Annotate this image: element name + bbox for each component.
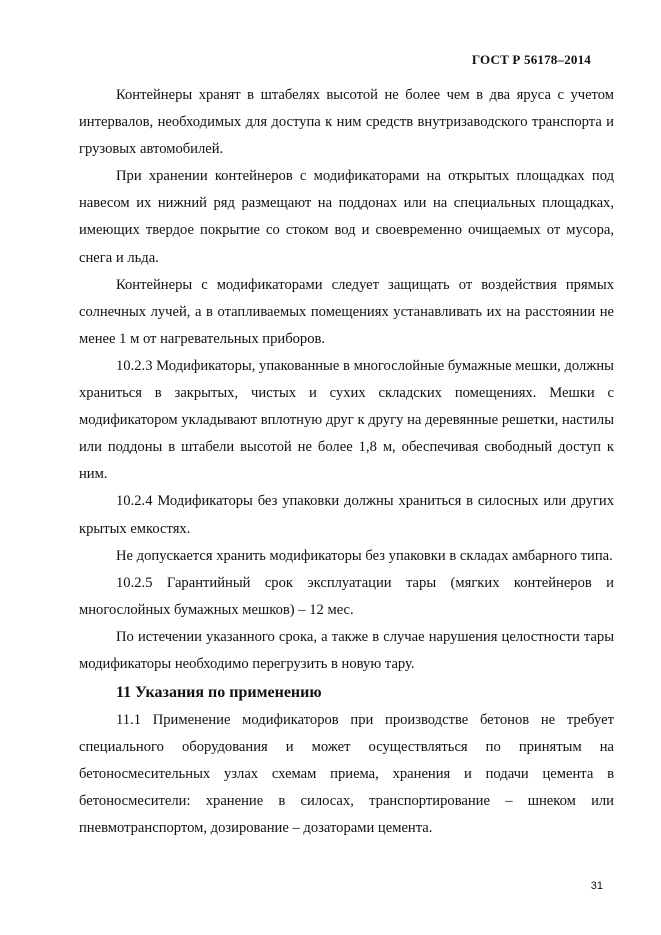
page-number: 31 xyxy=(590,880,603,892)
paragraph: 10.2.4 Модификаторы без упаковки должны храниться в силосных или других крытых емкостях. xyxy=(79,493,614,537)
paragraph: Контейнеры хранят в штабелях высотой не более чем в два яруса с учетом интервалов, необходимых для доступа к ним средств внутризаводского транспорта и грузовых автомобилей. xyxy=(79,87,614,158)
paragraph: По истечении указанного срока, а также в случае нарушения целостности тары модификаторы необходимо перегрузить в новую тару. xyxy=(79,628,614,672)
paragraph: 10.2.3 Модификаторы, упакованные в многослойные бумажные мешки, должны храниться в закрытых, чистых и сухих складских помещениях. Мешки с модификатором укладывают вплотную друг к другу на деревянные решетки, настилы или поддоны в штабели высотой не более 1,8 м, обеспечивая свободный доступ к ним. xyxy=(79,357,614,483)
paragraph: Контейнеры с модификаторами следует защищать от воздействия прямых солнечных лучей, а в отапливаемых помещениях устанавливать их на расстоянии не менее 1 м от нагревательных приборов. xyxy=(79,276,614,347)
section-heading: 11 Указания по применению xyxy=(116,684,322,702)
document-body xyxy=(79,82,614,843)
paragraph: 11.1 Применение модификаторов при производстве бетонов не требует специального оборудования и может осуществляться по принятым на бетоносмесительных узлах схемам приема, хранения и подачи цемента в бетоносмесители: хранение в силосах, транспортирование – шнеком или пневмотранспортом, дозирование – дозаторами цемента. xyxy=(79,712,614,837)
paragraph: Не допускается хранить модификаторы без упаковки в складах амбарного типа. xyxy=(116,547,613,564)
document-header: ГОСТ Р 56178–2014 xyxy=(471,52,591,67)
paragraph: 10.2.5 Гарантийный срок эксплуатации тары (мягких контейнеров и многослойных бумажных мешков) – 12 мес. xyxy=(79,574,614,618)
paragraph: При хранении контейнеров с модификаторами на открытых площадках под навесом их нижний ряд размещают на поддонах или на специальных площадках, имеющих твердое покрытие со стоком вод и своевременно очищаемых от мусора, снега и льда. xyxy=(79,168,614,266)
